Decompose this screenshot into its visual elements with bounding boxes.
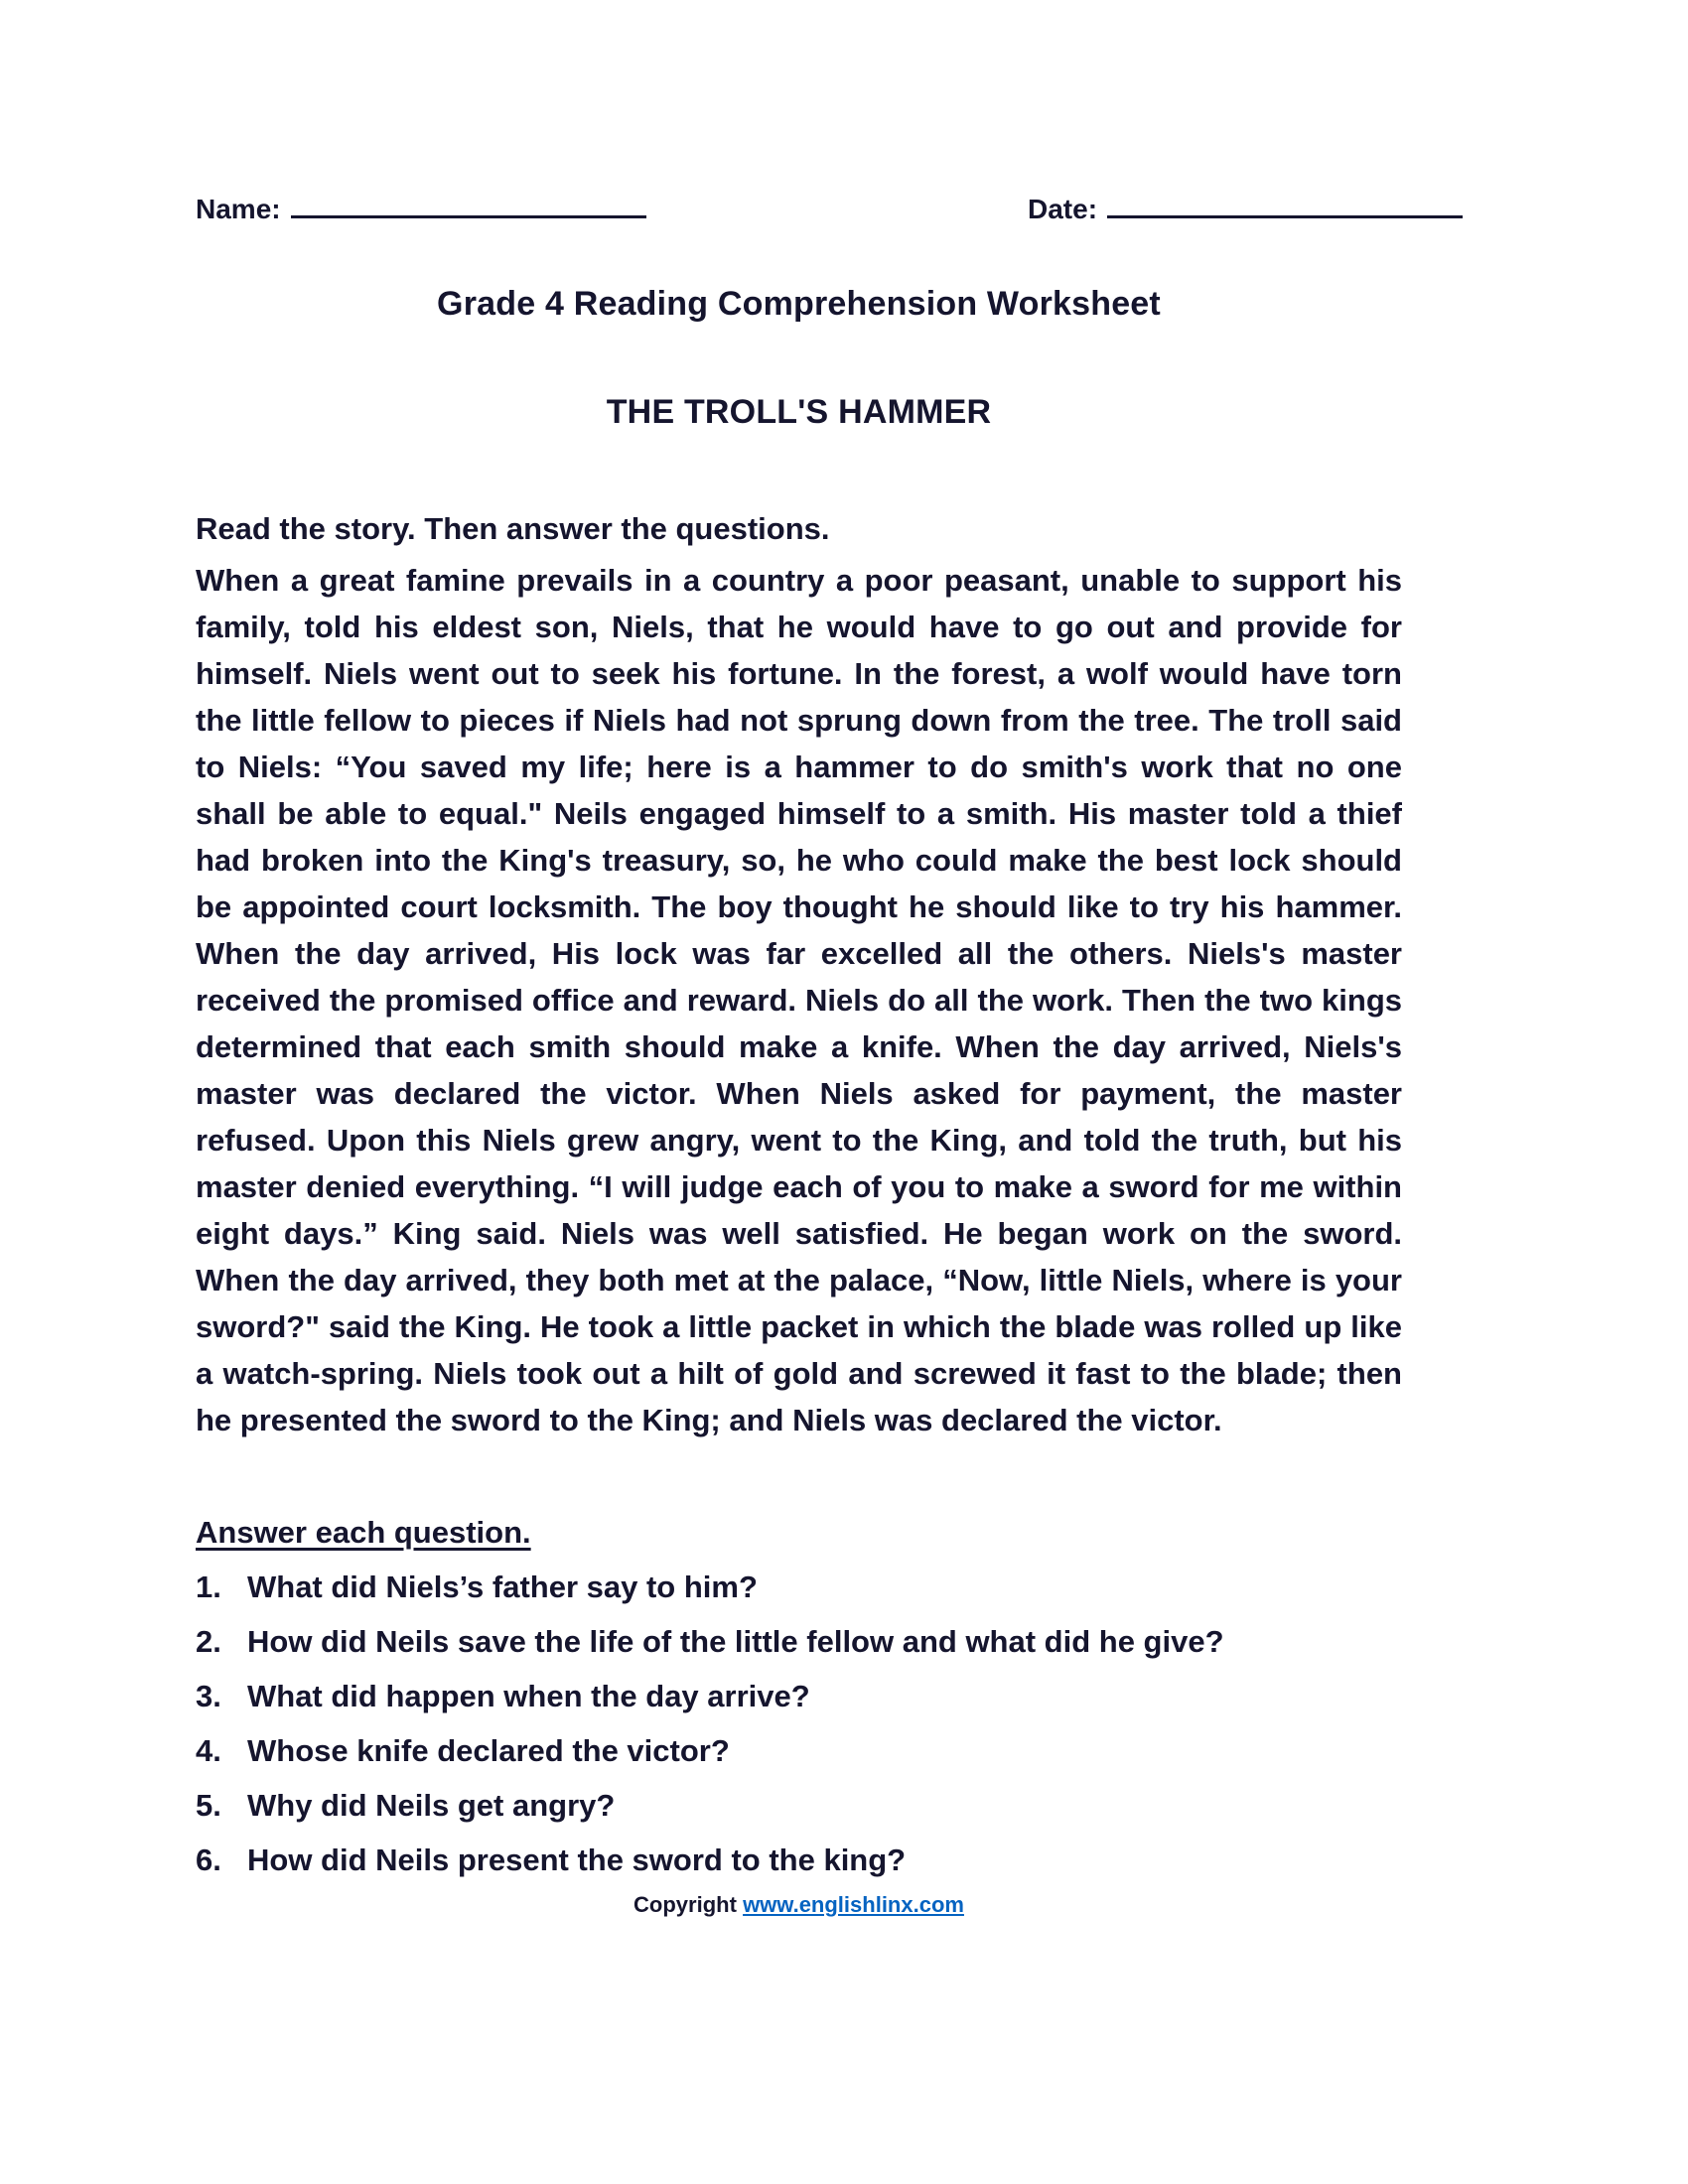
instructions-text: Read the story. Then answer the questions.: [196, 511, 830, 546]
question-number: 5.: [196, 1788, 221, 1823]
copyright-link[interactable]: www.englishlinx.com: [743, 1892, 964, 1917]
copyright-label: Copyright: [633, 1892, 737, 1917]
question-item: [196, 1569, 1402, 1605]
question-item: [196, 1623, 1402, 1660]
name-blank-line: [291, 195, 646, 218]
worksheet-title: Grade 4 Reading Comprehension Worksheet: [437, 285, 1161, 323]
question-number: 3.: [196, 1679, 221, 1713]
question-text: Whose knife declared the victor?: [247, 1733, 730, 1768]
date-field-group: [1028, 194, 1463, 225]
question-text: What did happen when the day arrive?: [247, 1679, 810, 1713]
question-text: How did Neils save the life of the little fellow and what did he give?: [247, 1624, 1224, 1659]
question-text: What did Niels’s father say to him?: [247, 1570, 758, 1604]
question-text: How did Neils present the sword to the king?: [247, 1843, 907, 1877]
question-item: [196, 1678, 1402, 1714]
header-row: [196, 194, 1402, 233]
question-item: [196, 1842, 1402, 1878]
question-number: 6.: [196, 1843, 221, 1877]
story-title: THE TROLL'S HAMMER: [606, 393, 992, 431]
name-field-group: [196, 194, 646, 225]
question-number: 4.: [196, 1733, 221, 1768]
questions-header: Answer each question.: [196, 1515, 531, 1550]
questions-list: [196, 1569, 1402, 1878]
question-item: [196, 1787, 1402, 1824]
question-text: Why did Neils get angry?: [247, 1788, 616, 1823]
story-paragraph: When a great famine prevails in a country a poor peasant, unable to support his family, told his eldest son, Niels, that he would have to go out and provide for himself. Niels went out to seek his fortune. In the forest, a wolf would have torn the little fellow to pieces if Niels had not sprung down from the tree. The troll said to Niels: “You saved my life; here is a hammer to do smith's work that no one shall be able to equal." Neils engaged himself to a smith. His master told a thief had broken into the King's treasury, so, he who could make the best lock should be appointed court locksmith. The boy thought he should like to try his hammer. When the day arrived, His lock was far excelled all the others. Niels's master received the promised office and reward. Niels do all the work. Then the two kings determined that each smith should make a knife. When the day arrived, Niels's master was declared the victor. When Niels asked for payment, the master refused. Upon this Niels grew angry, went to the King, and told the truth, but his master denied everything. “I will judge each of you to make a sword for me within eight days.” King said. Niels was well satisfied. He began work on the sword. When the day arrived, they both met at the palace, “Now, little Niels, where is your sword?" said the King. He took a little packet in which the blade was rolled up like a watch-spring. Niels took out a hilt of gold and screwed it fast to the blade; then he presented the sword to the King; and Niels was declared the victor.: [196, 563, 1402, 1437]
date-blank-line: [1107, 195, 1463, 218]
name-label: Name:: [196, 194, 281, 224]
question-number: 1.: [196, 1570, 221, 1604]
footer-row: [196, 1892, 1402, 1918]
date-label: Date:: [1028, 194, 1098, 224]
question-number: 2.: [196, 1624, 221, 1659]
question-item: [196, 1732, 1402, 1769]
